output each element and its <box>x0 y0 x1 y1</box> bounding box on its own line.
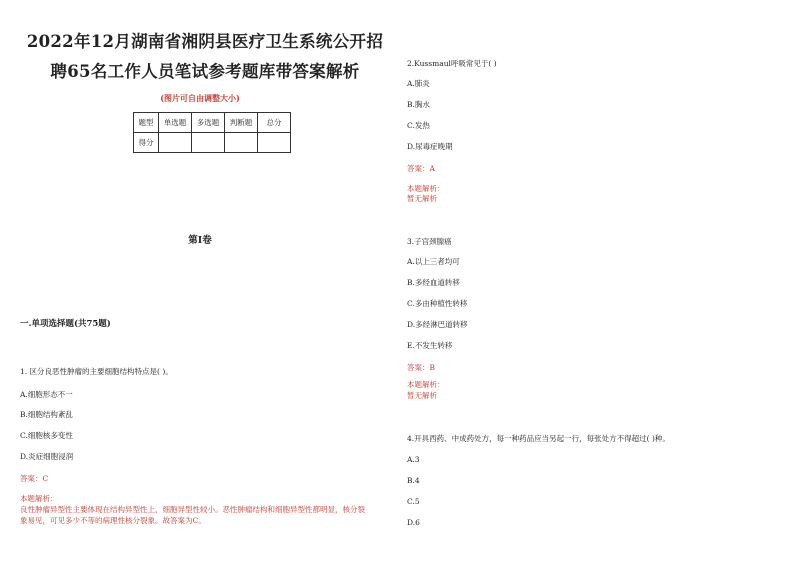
document-title-line2: 聘65名工作人员笔试参考题库带答案解析 <box>50 62 360 81</box>
question-4-option-b[interactable]: B.4 <box>407 476 420 485</box>
question-2-option-a[interactable]: A.肺炎 <box>407 79 430 88</box>
score-row-label: 得分 <box>134 133 159 153</box>
question-2-analysis-label: 本题解析： <box>407 184 445 193</box>
score-header-cell: 题型 <box>134 113 159 133</box>
question-2-stem: 2.Kussmaul呼吸常见于( ) <box>407 59 497 68</box>
question-2-option-d[interactable]: D.尿毒症晚期 <box>407 142 453 151</box>
score-table-score-row <box>134 133 291 153</box>
score-header-cell: 单选题 <box>159 113 192 133</box>
score-table-header-row <box>134 113 291 133</box>
question-2-analysis-text: 暂无解析 <box>407 194 437 203</box>
question-1-option-a[interactable]: A.细胞形态不一 <box>20 390 73 399</box>
question-1-option-c[interactable]: C.细胞核多变性 <box>20 431 73 440</box>
question-4-option-c[interactable]: C.5 <box>407 497 420 506</box>
question-1-answer: 答案：C <box>20 474 49 483</box>
question-1-analysis-line2: 象易见，可见多少不等的病理性核分裂象。故答案为C。 <box>20 516 206 525</box>
score-input-cell[interactable] <box>192 133 225 153</box>
question-3-stem: 3.子宫颈腺癌 <box>407 237 452 246</box>
question-3-option-a[interactable]: A.以上三者均可 <box>407 257 460 266</box>
question-3-option-c[interactable]: C.多由种植性转移 <box>407 299 468 308</box>
score-table <box>133 112 291 153</box>
question-2-option-b[interactable]: B.胸水 <box>407 100 430 109</box>
question-3-analysis-label: 本题解析： <box>407 380 445 389</box>
question-4-option-a[interactable]: A.3 <box>407 455 420 464</box>
question-3-option-d[interactable]: D.多经淋巴道转移 <box>407 320 468 329</box>
question-2-answer: 答案：A <box>407 164 435 173</box>
score-header-cell: 判断题 <box>225 113 258 133</box>
score-input-cell[interactable] <box>258 133 291 153</box>
question-3-option-e[interactable]: E.不发生转移 <box>407 341 453 350</box>
question-1-option-b[interactable]: B.细胞结构紊乱 <box>20 410 73 419</box>
question-2-option-c[interactable]: C.发热 <box>407 121 430 130</box>
question-1-analysis-label: 本题解析： <box>20 494 58 503</box>
question-3-option-b[interactable]: B.多经血道转移 <box>407 278 460 287</box>
roll-title: 第I卷 <box>188 235 212 246</box>
section-title: 一.单项选择题(共75题) <box>20 319 111 329</box>
question-4-stem: 4.开具西药、中成药处方，每一种药品应当另起一行，每张处方不得超过( )种。 <box>407 434 670 443</box>
image-resize-note: (图片可自由调整大小) <box>160 93 240 103</box>
score-header-cell: 多选题 <box>192 113 225 133</box>
question-3-answer: 答案：B <box>407 363 436 372</box>
question-3-analysis-text: 暂无解析 <box>407 391 437 400</box>
question-1-analysis-line1: 良性肿瘤异型性主要体现在结构异型性上，细胞异型性较小。恶性肿瘤结构和细胞异型性都明显，核分裂 <box>20 505 365 514</box>
question-1-option-d[interactable]: D.炎症细胞浸润 <box>20 452 74 461</box>
document-title-line1: 2022年12月湖南省湘阴县医疗卫生系统公开招 <box>26 32 384 51</box>
score-input-cell[interactable] <box>225 133 258 153</box>
score-header-cell: 总分 <box>258 113 291 133</box>
score-input-cell[interactable] <box>159 133 192 153</box>
question-4-option-d[interactable]: D.6 <box>407 518 420 527</box>
question-1-stem: 1. 区分良恶性肿瘤的主要细胞结构特点是( )。 <box>20 367 173 376</box>
